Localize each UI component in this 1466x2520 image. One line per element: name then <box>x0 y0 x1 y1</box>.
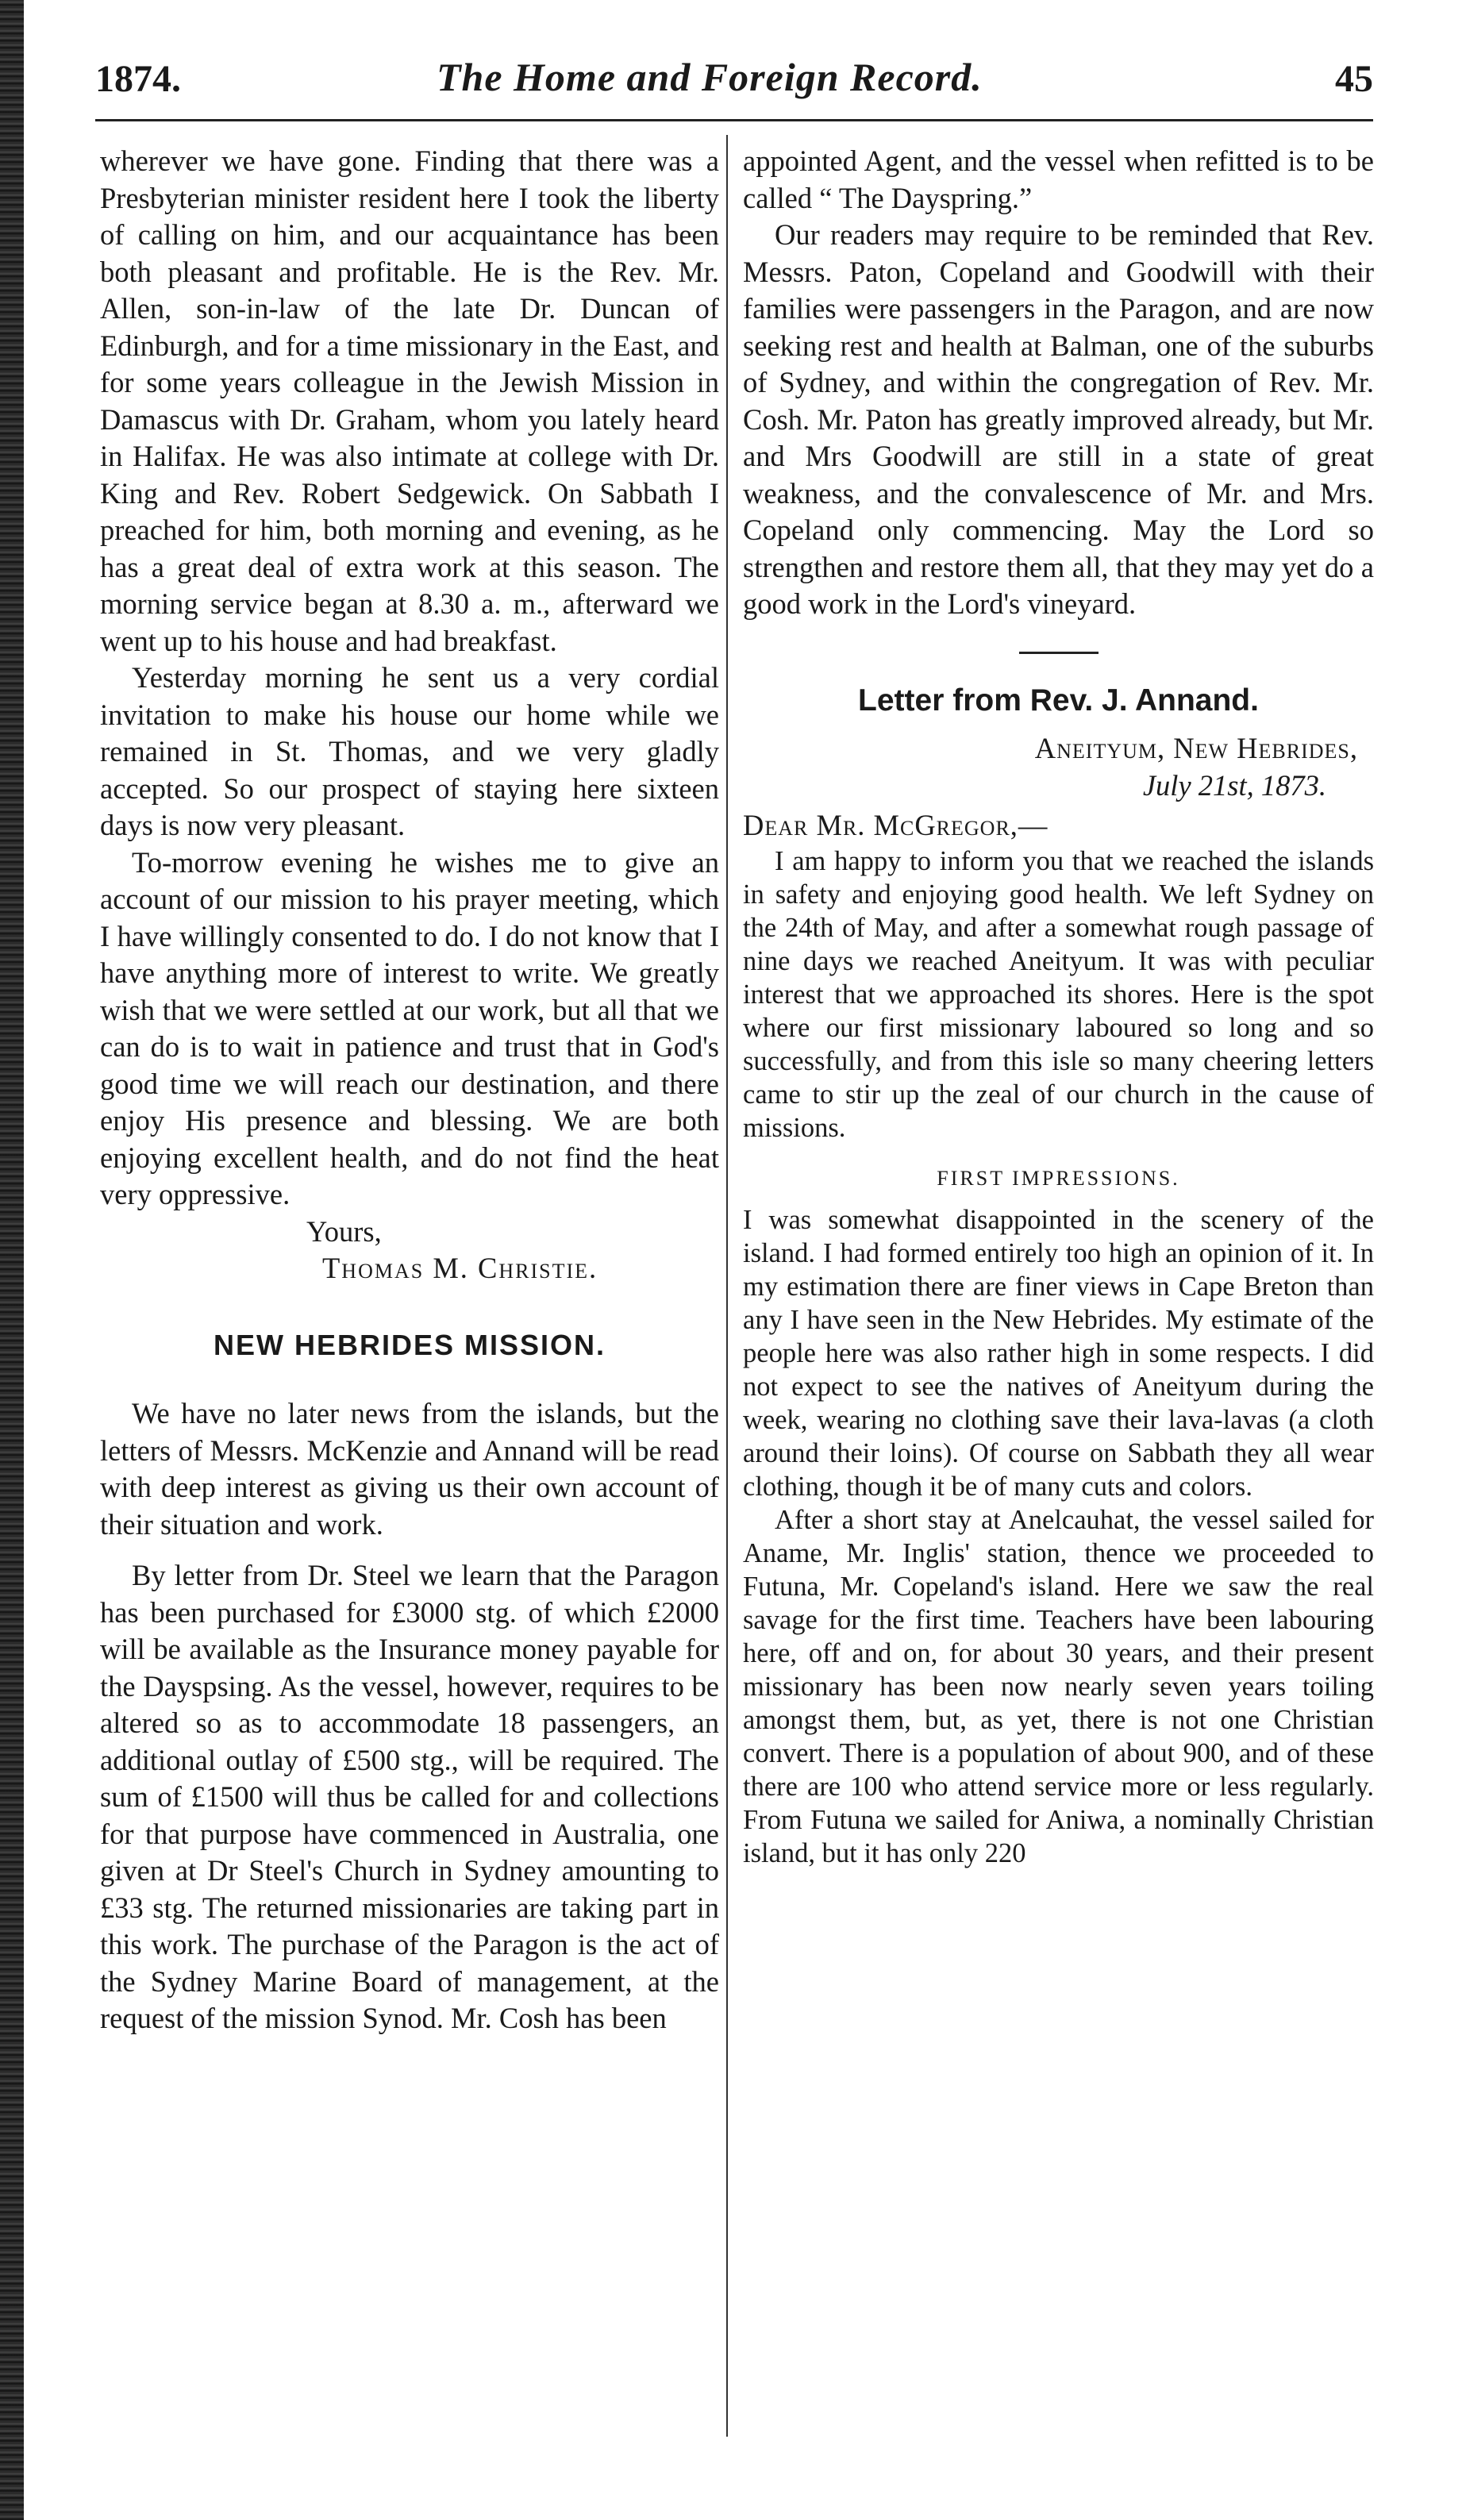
binding-edge <box>0 0 24 2520</box>
right-column <box>743 143 1374 1870</box>
paragraph: We have no later news from the islands, but the letters of Messrs. McKenzie and Annand will be read with deep interest as giving us their own account of their situation and work. <box>100 1397 719 1541</box>
section-rule <box>1019 652 1099 654</box>
header-year: 1874. <box>95 58 181 100</box>
dateline-place: Aneityum, New Hebrides, <box>1034 732 1358 764</box>
header-rule <box>95 119 1373 121</box>
paragraph: After a short stay at Anelcauhat, the vessel sailed for Aname, Mr. Inglis' station, thence we proceeded to Futuna, Mr. Copeland's island. Here we saw the real savage for the first time. Teachers have been labouring here, off and on, for about 30 years, and their present missionary has been now nearly seven years toiling amongst them, but, as yet, there is not one Christian convert. There is a population of about 900, and of these there are 100 who attend service more or less regularly. From Futuna we sailed for Aniwa, a nominally Christian island, but it has only 220 <box>743 1504 1374 1868</box>
paragraph: appointed Agent, and the vessel when refitted is to be called “ The Dayspring.” <box>743 144 1374 214</box>
signature-close: Yours, <box>306 1214 382 1248</box>
left-column <box>100 143 719 2037</box>
paragraph: wherever we have gone. Finding that there was a Presbyterian minister resident here I took the liberty of calling on him, and our acquaintance has been both pleasant and profitable. He is the Rev. Mr. Allen, son-in-law of the late Dr. Duncan of Edinburgh, and for a time missionary in the East, and for some years colleague in the Jewish Mission in Damascus with Dr. Graham, whom you lately heard in Halifax. He was also intimate at college with Dr. King and Rev. Robert Sedgewick. On Sabbath I preached for him, both morning and evening, as he has a great deal of extra work at this season. The morning service began at 8.30 a. m., afterward we went up to his house and had breakfast. <box>100 144 719 657</box>
paragraph: I was somewhat disappointed in the scenery of the island. I had formed entirely too high an opinion of it. In my estimation there are finer views in Cape Breton than any I have seen in the New Hebrides. My estimate of the people here was also rather high in some respects. I did not expect to see the natives of Aneityum during the week, wearing no clothing save their lava-lavas (a cloth around their loins). Of course on Sabbath they all wear clothing, though it be of many cuts and colors. <box>743 1204 1374 1502</box>
paragraph: Yesterday morning he sent us a very cordial invitation to make his house our home while we remained in St. Thomas, and we very gladly accepted. So our prospect of staying here sixteen days is now very pleasant. <box>100 661 719 841</box>
page-number: 45 <box>1335 58 1373 100</box>
signature-name: Thomas M. Christie. <box>322 1252 598 1284</box>
paragraph: Our readers may require to be reminded that Rev. Messrs. Paton, Copeland and Goodwill with their families were passengers in the Paragon, and are now seeking rest and health at Balman, one of the suburbs of Sydney, and within the congregation of Rev. Mr. Cosh. Mr. Paton has greatly improved already, but Mr. and Mrs Goodwill are still in a state of great weakness, and the convalescence of Mr. and Mrs. Copeland only commencing. May the Lord so strengthen and restore them all, that they may yet do a good work in the Lord's vineyard. <box>743 218 1374 620</box>
salutation: Dear Mr. McGregor,— <box>743 809 1049 841</box>
paragraph: To-morrow evening he wishes me to give an account of our mission to his prayer meeting, which I have willingly consented to do. I do not know that I have anything more of interest to write. We greatly wish that we were settled at our work, but all that we can do is to wait in patience and trust that in God's good time we will reach our destination, and there enjoy His presence and blessing. We are both enjoying excellent health, and do not find the heat very oppressive. <box>100 845 719 1210</box>
section-title: NEW HEBRIDES MISSION. <box>213 1328 606 1361</box>
paragraph: I am happy to inform you that we reached the islands in safety and enjoying good health. We left Sydney on the 24th of May, and after a somewhat rough passage of nine days we reached Aneityum. It was with peculiar interest that we approached its shores. Here is the spot where our first missionary laboured so long and so successfully, and from this isle so many cheering letters came to stir up the zeal of our church in the cause of missions. <box>743 845 1374 1143</box>
letter-title: Letter from Rev. J. Annand. <box>858 683 1259 718</box>
subheading: FIRST IMPRESSIONS. <box>937 1166 1180 1190</box>
running-header <box>95 57 1373 113</box>
journal-title: The Home and Foreign Record. <box>437 55 983 99</box>
paragraph: By letter from Dr. Steel we learn that the Paragon has been purchased for £3000 stg. of which £2000 will be available as the Insurance money payable for the Dayspsing. As the vessel, however, requires to be altered so as to accommodate 18 passengers, an additional outlay of £500 stg., will be required. The sum of £1500 will thus be called for and collections for that purpose have commenced in Australia, one given at Dr Steel's Church in Sydney amounting to £33 stg. The returned missionaries are taking part in this work. The purchase of the Paragon is the act of the Sydney Marine Board of management, at the request of the mission Synod. Mr. Cosh has been <box>100 1559 719 2034</box>
dateline-date: July 21st, 1873. <box>1142 768 1326 802</box>
column-divider <box>726 135 728 2437</box>
